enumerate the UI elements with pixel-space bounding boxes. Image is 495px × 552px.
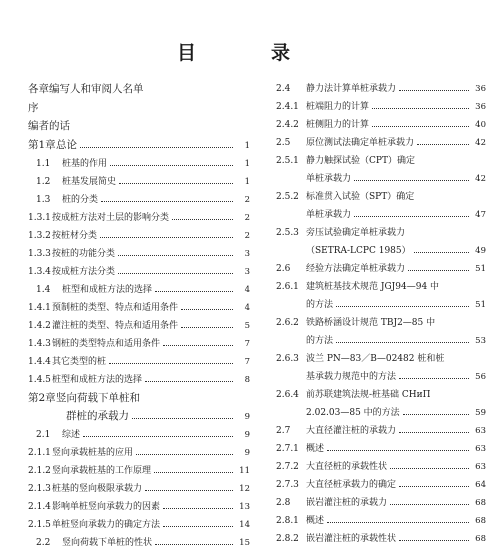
toc-entry[interactable] <box>28 353 250 371</box>
toc-leader-dots <box>110 165 233 166</box>
toc-entry[interactable] <box>28 209 250 227</box>
toc-entry-number: 1.3.1 <box>28 212 51 223</box>
toc-entry-number: 1.4.2 <box>28 320 51 331</box>
toc-entry-title: 桩基的竖向极限承载力 <box>52 484 143 495</box>
toc-entry-page: 42 <box>475 138 486 148</box>
toc-entry-title: 钢桩的类型特点和适用条件 <box>52 338 161 349</box>
toc-entry-number: 2.8.1 <box>276 516 299 526</box>
toc-leader-dots <box>119 183 233 184</box>
toc-entry-page: 68 <box>475 498 486 508</box>
toc-entry[interactable] <box>28 299 250 317</box>
toc-entry[interactable] <box>276 440 486 458</box>
toc-entry-number: 2.4.1 <box>276 102 299 112</box>
toc-leader-dots <box>132 418 233 419</box>
toc-entry-title: 基承载力规范中的方法 <box>306 372 397 382</box>
toc-entry-title: 各章编写人和审阅人名单 <box>28 83 144 95</box>
toc-entry-title: 单桩竖向承载力的确定方法 <box>52 520 161 531</box>
toc-entry-title: 2.02.03—85 中的方法 <box>306 408 400 418</box>
toc-entry-title: 前苏联建筑法规-桩基础 CHиП <box>306 390 431 400</box>
toc-entry-page: 56 <box>475 372 486 382</box>
toc-entry-page: 1 <box>244 141 250 152</box>
toc-entry[interactable] <box>28 516 250 534</box>
toc-entry-number: 1.2 <box>36 176 51 187</box>
toc-entry-number: 2.7.1 <box>276 444 299 454</box>
toc-entry-title: 其它类型的桩 <box>52 356 107 367</box>
toc-entry-title: 桩侧阻力的计算 <box>306 120 370 130</box>
toc-entry-title: 经验方法确定单桩承载力 <box>306 264 406 274</box>
toc-entry-title: 静力法计算单桩承载力 <box>306 84 397 94</box>
toc-leader-dots <box>390 504 469 505</box>
toc-entry-page: 36 <box>475 84 486 94</box>
toc-leader-dots <box>336 342 469 343</box>
toc-entry-number: 2.5.3 <box>276 228 299 238</box>
toc-leader-dots <box>155 544 233 545</box>
toc-entry-number: 1.3.4 <box>28 266 51 277</box>
toc-leader-dots <box>372 126 469 127</box>
toc-entry-page: 40 <box>475 120 486 130</box>
toc-entry-page: 51 <box>475 300 486 310</box>
toc-entry-title: 的方法 <box>306 300 334 310</box>
toc-leader-dots <box>109 363 233 364</box>
toc-entry-page: 11 <box>239 466 250 477</box>
toc-entry[interactable] <box>276 386 486 404</box>
toc-leader-dots <box>354 180 469 181</box>
toc-entry-number: 2.1.1 <box>28 448 51 459</box>
toc-entry-number: 2.6.3 <box>276 354 299 364</box>
toc-entry-title: （SETRA-LCPC 1985） <box>306 246 411 256</box>
toc-leader-dots <box>118 273 233 274</box>
toc-entry[interactable] <box>28 444 250 462</box>
toc-entry-number: 2.6.2 <box>276 318 299 328</box>
toc-entry-number: 2.7 <box>276 426 291 436</box>
toc-entry[interactable] <box>276 98 486 116</box>
toc-entry-page: 36 <box>475 102 486 112</box>
toc-entry[interactable] <box>28 263 250 281</box>
toc-entry[interactable] <box>276 314 486 332</box>
toc-entry-title: 铁路桥涵设计规范 TBJ2—85 中 <box>306 318 436 328</box>
toc-entry-number: 1.3.3 <box>28 248 51 259</box>
toc-leader-dots <box>100 237 233 238</box>
toc-entry-title: 竖向承载桩基的应用 <box>52 448 134 459</box>
toc-entry-page: 5 <box>244 320 250 331</box>
toc-entry[interactable] <box>28 191 250 209</box>
toc-entry-number: 2.4 <box>276 84 291 94</box>
toc-leader-dots <box>163 345 233 346</box>
toc-entry[interactable] <box>28 117 250 136</box>
toc-entry[interactable] <box>276 530 486 548</box>
toc-leader-dots <box>136 454 233 455</box>
toc-entry-title: 按桩的功能分类 <box>52 248 116 259</box>
toc-leader-dots <box>327 522 469 523</box>
toc-entry-number: 2.1.5 <box>28 520 51 531</box>
toc-leader-dots <box>181 309 233 310</box>
toc-entry-page: 3 <box>244 266 250 277</box>
toc-entry-page: 14 <box>239 520 250 531</box>
toc-entry-number: 1.3 <box>36 194 51 205</box>
toc-entry[interactable] <box>276 458 486 476</box>
toc-entry-page: 59 <box>475 408 486 418</box>
toc-leader-dots <box>399 90 469 91</box>
toc-entry-page: 63 <box>475 426 486 436</box>
toc-entry-number: 第1章 <box>28 139 56 152</box>
toc-entry[interactable] <box>276 206 486 224</box>
toc-entry-title: 桩基的作用 <box>62 158 108 169</box>
toc-entry[interactable] <box>276 134 486 152</box>
toc-entry-page: 2 <box>244 212 250 223</box>
toc-entry-number: 1.4.4 <box>28 356 51 367</box>
toc-entry[interactable] <box>28 480 250 498</box>
toc-entry-title: 竖向荷载下单桩和 <box>56 391 140 404</box>
toc-entry-title: 嵌岩灌注桩的承载力 <box>306 498 388 508</box>
toc-entry-page: 9 <box>244 412 250 423</box>
toc-entry-number: 2.7.2 <box>276 462 299 472</box>
toc-entry-title: 按桩材分类 <box>52 230 98 241</box>
toc-entry-title: 建筑桩基技术规范 JGJ94—94 中 <box>306 282 440 292</box>
toc-entry-page: 1 <box>244 176 250 187</box>
toc-entry-title: 编者的话 <box>28 120 70 133</box>
toc-entry-page: 4 <box>244 302 250 313</box>
toc-leader-dots <box>163 526 233 527</box>
toc-entry[interactable] <box>28 335 250 353</box>
toc-entry-page: 13 <box>239 502 250 513</box>
toc-entry-title: 原位测试法确定单桩承载力 <box>306 138 415 148</box>
toc-entry[interactable] <box>276 404 486 422</box>
toc-entry-number: 2.8 <box>276 498 291 508</box>
toc-entry[interactable] <box>276 422 486 440</box>
toc-entry-title: 灌注桩的类型、特点和适用条件 <box>52 320 179 331</box>
toc-entry[interactable] <box>28 281 250 299</box>
toc-entry[interactable] <box>28 534 250 552</box>
toc-entry-title: 按成桩方法分类 <box>52 266 116 277</box>
toc-entry-page: 51 <box>475 264 486 274</box>
toc-entry-number: 1.4 <box>36 284 51 295</box>
toc-entry[interactable] <box>276 368 486 386</box>
toc-entry[interactable] <box>28 389 250 408</box>
toc-entry-page: 7 <box>244 356 250 367</box>
toc-entry-title: 竖向荷载下单桩的性状 <box>62 538 153 549</box>
toc-entry-page: 8 <box>244 374 250 385</box>
toc-entry[interactable] <box>28 245 250 263</box>
toc-leader-dots <box>399 486 469 487</box>
page-title: 目 录 <box>176 42 318 64</box>
toc-entry[interactable] <box>276 152 486 170</box>
toc-entry[interactable] <box>276 224 486 242</box>
toc-entry-page: 4 <box>244 284 250 295</box>
toc-entry[interactable] <box>28 462 250 480</box>
toc-entry[interactable] <box>28 317 250 335</box>
toc-leader-dots <box>145 490 233 491</box>
toc-entry-page: 2 <box>244 194 250 205</box>
toc-entry-page: 68 <box>475 534 486 544</box>
toc-entry-number: 2.6.1 <box>276 282 299 292</box>
toc-entry-title: 按成桩方法对土层的影响分类 <box>52 212 170 223</box>
toc-entry-number: 2.6.4 <box>276 390 299 400</box>
toc-entry-page: 9 <box>244 448 250 459</box>
toc-leader-dots <box>154 472 233 473</box>
toc-entry[interactable] <box>276 188 486 206</box>
toc-entry-title: 大直径桩的承载性状 <box>306 462 388 472</box>
toc-entry[interactable] <box>28 371 250 389</box>
toc-leader-dots <box>145 381 233 382</box>
toc-leader-dots <box>354 216 469 217</box>
toc-entry-number: 1.4.3 <box>28 338 51 349</box>
toc-entry-page: 12 <box>239 484 250 495</box>
toc-entry-number: 2.5.2 <box>276 192 299 202</box>
toc-entry[interactable] <box>276 170 486 188</box>
toc-entry-title: 桩的分类 <box>62 194 99 205</box>
toc-entry-page: 63 <box>475 444 486 454</box>
toc-entry-title: 桩型和成桩方法的选择 <box>52 374 143 385</box>
toc-leader-dots <box>172 219 233 220</box>
toc-entry-number: 1.4.5 <box>28 374 51 385</box>
toc-entry-title: 单桩承载力 <box>306 210 352 220</box>
toc-entry[interactable] <box>276 278 486 296</box>
toc-entry-title: 预制桩的类型、特点和适用条件 <box>52 302 179 313</box>
toc-entry-title: 桩端阻力的计算 <box>306 102 370 112</box>
toc-leader-dots <box>390 468 469 469</box>
toc-leader-dots <box>336 306 469 307</box>
toc-entry-number: 2.1 <box>36 430 51 441</box>
toc-entry-title: 波兰 PN—83／B—02482 桩和桩 <box>306 354 445 364</box>
toc-entry[interactable] <box>28 426 250 444</box>
toc-entry-title: 大直径灌注桩的承载力 <box>306 426 397 436</box>
toc-entry-title: 概述 <box>306 444 325 454</box>
toc-entry[interactable] <box>28 498 250 516</box>
toc-entry-title: 总论 <box>56 139 77 152</box>
toc-entry[interactable] <box>276 332 486 350</box>
toc-entry-title: 概述 <box>306 516 325 526</box>
toc-entry-title: 大直径桩承载力的确定 <box>306 480 397 490</box>
toc-entry-page: 3 <box>244 248 250 259</box>
toc-entry-number: 2.5.1 <box>276 156 299 166</box>
toc-entry[interactable] <box>276 296 486 314</box>
toc-right-column <box>276 80 486 548</box>
toc-entry[interactable] <box>276 242 486 260</box>
toc-entry-page: 47 <box>475 210 486 220</box>
toc-entry[interactable] <box>28 173 250 191</box>
toc-entry[interactable] <box>28 136 250 155</box>
toc-leader-dots <box>163 508 233 509</box>
toc-leader-dots <box>101 201 233 202</box>
toc-entry-number: 第2章 <box>28 391 56 404</box>
toc-entry-number: 1.1 <box>36 158 51 169</box>
toc-entry[interactable] <box>276 80 486 98</box>
toc-entry-number: 2.5 <box>276 138 291 148</box>
toc-entry-number: 2.1.4 <box>28 502 51 513</box>
toc-entry-number: 2.2 <box>36 538 51 549</box>
toc-entry-page: 68 <box>475 516 486 526</box>
toc-entry[interactable] <box>276 494 486 512</box>
toc-leader-dots <box>399 378 469 379</box>
toc-entry-number: 2.4.2 <box>276 120 299 130</box>
toc-entry[interactable] <box>28 227 250 245</box>
toc-leader-dots <box>83 436 233 437</box>
toc-entry[interactable] <box>276 476 486 494</box>
toc-entry-page: 53 <box>475 336 486 346</box>
toc-entry[interactable] <box>28 155 250 173</box>
toc-entry-page: 2 <box>244 230 250 241</box>
toc-leader-dots <box>408 270 469 271</box>
toc-leader-dots <box>372 108 469 109</box>
toc-leader-dots <box>414 252 469 253</box>
toc-entry[interactable] <box>28 99 250 118</box>
toc-entry-number: 2.1.3 <box>28 484 51 495</box>
toc-entry-number: 2.6 <box>276 264 291 274</box>
toc-entry-page: 42 <box>475 174 486 184</box>
toc-entry-number: 2.7.3 <box>276 480 299 490</box>
toc-entry-number: 2.8.2 <box>276 534 299 544</box>
toc-entry-number: 1.4.1 <box>28 302 51 313</box>
toc-entry-title: 嵌岩灌注桩的承载性状 <box>306 534 397 544</box>
toc-leader-dots <box>417 144 469 145</box>
toc-entry-title: 序 <box>28 101 39 114</box>
toc-entry[interactable] <box>28 80 250 99</box>
toc-left-column <box>28 80 250 552</box>
toc-entry-title: 静力触探试验（CPT）确定 <box>306 156 415 166</box>
toc-entry-title: 标准贯入试验（SPT）确定 <box>306 192 415 202</box>
toc-leader-dots <box>80 147 233 148</box>
toc-entry-title: 综述 <box>62 430 81 441</box>
toc-entry[interactable] <box>28 407 250 426</box>
toc-entry[interactable] <box>276 350 486 368</box>
toc-entry-title: 群桩的承载力 <box>66 410 129 423</box>
toc-entry-number: 2.1.2 <box>28 466 51 477</box>
toc-entry-page: 15 <box>239 538 250 549</box>
toc-leader-dots <box>181 327 233 328</box>
toc-entry[interactable] <box>276 512 486 530</box>
toc-leader-dots <box>403 414 469 415</box>
toc-entry-page: 63 <box>475 462 486 472</box>
toc-entry-title: 单桩承载力 <box>306 174 352 184</box>
toc-entry-title: 桩基发展简史 <box>62 176 117 187</box>
toc-entry-title: 旁压试验确定单桩承载力 <box>306 228 406 238</box>
toc-entry-page: 7 <box>244 338 250 349</box>
toc-entry-title: 竖向承载桩基的工作原理 <box>52 466 152 477</box>
toc-entry-page: 9 <box>244 430 250 441</box>
toc-leader-dots <box>155 291 233 292</box>
toc-entry-page: 49 <box>475 246 486 256</box>
toc-entry[interactable] <box>276 260 486 278</box>
toc-entry-title: 桩型和成桩方法的选择 <box>62 284 153 295</box>
toc-leader-dots <box>327 450 469 451</box>
toc-entry-page: 1 <box>244 158 250 169</box>
toc-entry[interactable] <box>276 116 486 134</box>
toc-leader-dots <box>118 255 233 256</box>
toc-entry-page: 64 <box>475 480 486 490</box>
toc-entry-number: 1.3.2 <box>28 230 51 241</box>
toc-leader-dots <box>399 432 469 433</box>
toc-entry-title: 影响单桩竖向承载力的因素 <box>52 502 161 513</box>
toc-entry-title: 的方法 <box>306 336 334 346</box>
